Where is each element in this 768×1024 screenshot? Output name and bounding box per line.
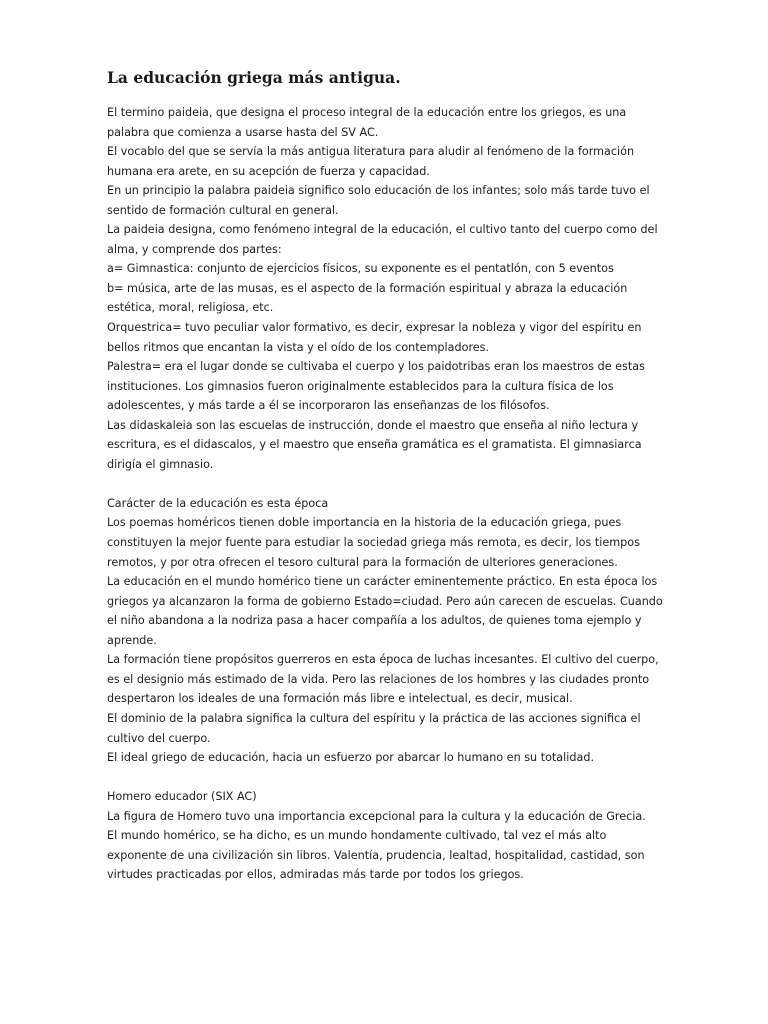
text-line: Las didaskaleia son las escuelas de instrucción, donde el maestro que enseña al niño lectura y (107, 418, 639, 432)
text-line: aprende. (107, 633, 157, 647)
text-line: despertaron los ideales de una formación más libre e intelectual, es decir, musical. (107, 692, 573, 706)
text-line: remotos, y por otra ofrecen el tesoro cultural para la formación de ulteriores generaciones. (107, 555, 618, 569)
text-line: En un principio la palabra paideia significo solo educación de los infantes; solo más tarde tuvo el (107, 184, 650, 198)
document-body (107, 103, 667, 885)
document-title: La educación griega más antigua. (107, 68, 401, 87)
text-line: La figura de Homero tuvo una importancia excepcional para la cultura y la educación de Grecia. (107, 809, 646, 823)
text-line: La paideia designa, como fenómeno integral de la educación, el cultivo tanto del cuerpo como del (107, 223, 658, 237)
text-line: La educación en el mundo homérico tiene un carácter eminentemente práctico. En esta época los (107, 575, 658, 589)
text-line: humana era arete, en su acepción de fuerza y capacidad. (107, 164, 430, 178)
text-line: a= Gimnastica: conjunto de ejercicios físicos, su exponente es el pentatlón, con 5 eventos (107, 262, 614, 276)
text-line: dirigía el gimnasio. (107, 457, 214, 471)
text-line: exponente de una civilización sin libros. Valentía, prudencia, lealtad, hospitalidad, castidad, son (107, 848, 645, 862)
text-line: El dominio de la palabra significa la cultura del espíritu y la práctica de las acciones significa el (107, 711, 641, 725)
text-line: bellos ritmos que encantan la vista y el oído de los contempladores. (107, 340, 490, 354)
text-line: alma, y comprende dos partes: (107, 242, 282, 256)
text-line: escritura, es el didascalos, y el maestro que enseña gramática es el gramatista. El gimnasiarca (107, 438, 642, 452)
text-line: constituyen la mejor fuente para estudiar la sociedad griega más remota, es decir, los tiempos (107, 536, 640, 550)
document-section (107, 103, 667, 474)
section-heading-line: Homero educador (SIX AC) (107, 790, 257, 804)
text-line: griegos ya alcanzaron la forma de gobierno Estado=ciudad. Pero aún carecen de escuelas. Cuando (107, 594, 663, 608)
text-line: cultivo del cuerpo. (107, 731, 211, 745)
text-line: El vocablo del que se servía la más antigua literatura para aludir al fenómeno de la formación (107, 145, 635, 159)
text-line: Palestra= era el lugar donde se cultivaba el cuerpo y los paidotribas eran los maestros de estas (107, 360, 645, 374)
paragraph-gap (107, 474, 667, 494)
text-line: palabra que comienza a usarse hasta del SV AC. (107, 125, 379, 139)
text-line: Orquestrica= tuvo peculiar valor formativo, es decir, expresar la nobleza y vigor del espíritu en (107, 321, 642, 335)
paragraph-gap (107, 768, 667, 788)
text-line: b= música, arte de las musas, es el aspecto de la formación espiritual y abraza la educación (107, 281, 628, 295)
text-line: La formación tiene propósitos guerreros en esta época de luchas incesantes. El cultivo del cuerpo, (107, 653, 659, 667)
document-section (107, 787, 667, 885)
text-line: El ideal griego de educación, hacia un esfuerzo por abarcar lo humano en su totalidad. (107, 751, 594, 765)
text-line: Los poemas homéricos tienen doble importancia en la historia de la educación griega, pues (107, 516, 622, 530)
text-line: el niño abandona a la nodriza pasa a hacer compañía a los adultos, de quienes toma ejemplo y (107, 614, 642, 628)
text-line: El mundo homérico, se ha dicho, es un mundo hondamente cultivado, tal vez el más alto (107, 829, 607, 843)
document-section (107, 494, 667, 768)
text-line: sentido de formación cultural en general. (107, 203, 339, 217)
text-line: El termino paideia, que designa el proceso integral de la educación entre los griegos, es una (107, 106, 627, 119)
text-line: es el designio más estimado de la vida. Pero las relaciones de los hombres y las ciudades pronto (107, 672, 650, 686)
text-line: adolescentes, y más tarde a él se incorporaron las enseñanzas de los filósofos. (107, 399, 550, 413)
text-line: estética, moral, religiosa, etc. (107, 301, 274, 315)
text-line: virtudes practicadas por ellos, admiradas más tarde por todos los griegos. (107, 868, 524, 882)
text-line: instituciones. Los gimnasios fueron originalmente establecidos para la cultura física de los (107, 379, 614, 393)
section-heading-line: Carácter de la educación es esta época (107, 496, 329, 510)
